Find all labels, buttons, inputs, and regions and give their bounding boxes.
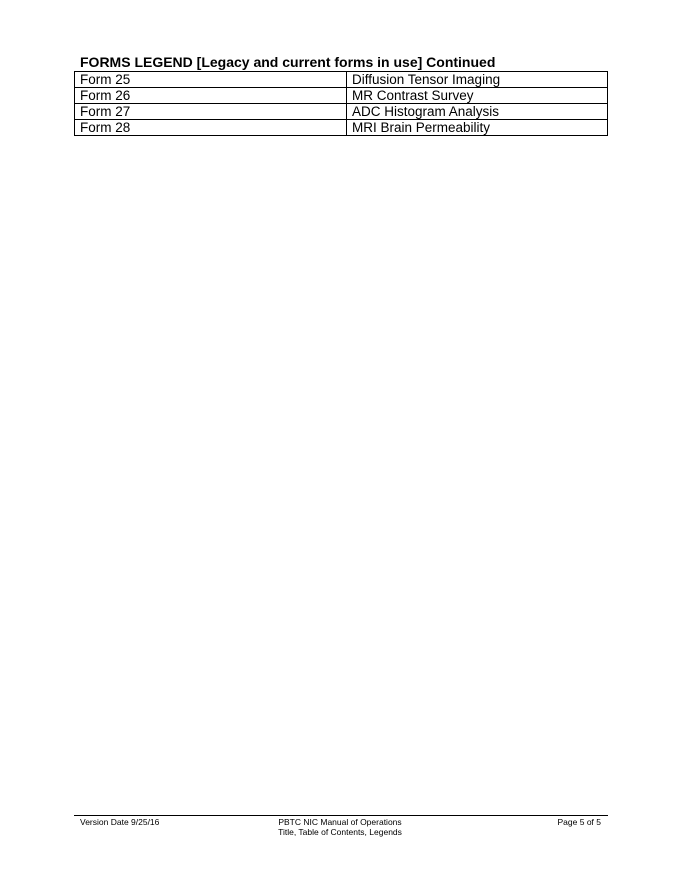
footer-manual-title: PBTC NIC Manual of Operations [278, 817, 402, 827]
form-number-cell: Form 27 [75, 104, 347, 120]
form-name-cell: MRI Brain Permeability [347, 120, 608, 136]
footer-divider [74, 815, 608, 816]
form-name-cell: MR Contrast Survey [347, 88, 608, 104]
table-row [75, 88, 608, 104]
table-row [75, 72, 608, 88]
form-name-cell: Diffusion Tensor Imaging [347, 72, 608, 88]
form-number-cell: Form 28 [75, 120, 347, 136]
form-name-cell: ADC Histogram Analysis [347, 104, 608, 120]
forms-legend-table [74, 71, 608, 136]
form-number-cell: Form 25 [75, 72, 347, 88]
table-row [75, 104, 608, 120]
forms-legend-heading: FORMS LEGEND [Legacy and current forms in use] Continued [80, 54, 496, 70]
form-number-cell: Form 26 [75, 88, 347, 104]
footer-section-title: Title, Table of Contents, Legends [278, 827, 402, 837]
footer-document-title [240, 817, 440, 837]
footer-version-date: Version Date 9/25/16 [80, 817, 160, 827]
footer-page-number: Page 5 of 5 [557, 817, 601, 827]
table-row [75, 120, 608, 136]
